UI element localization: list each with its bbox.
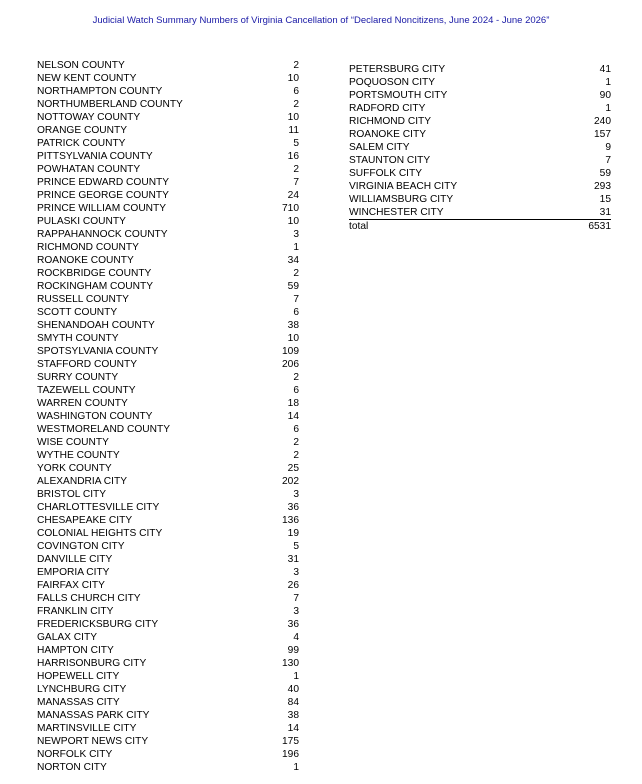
left-column-table — [37, 59, 299, 774]
cancellation-count: 15 — [599, 194, 611, 205]
jurisdiction-name: SMYTH COUNTY — [37, 333, 119, 344]
cancellation-count: 10 — [287, 216, 299, 227]
jurisdiction-name: ROANOKE CITY — [349, 129, 426, 140]
cancellation-count: 2 — [293, 450, 299, 461]
jurisdiction-name: WINCHESTER CITY — [349, 207, 444, 218]
table-row — [37, 709, 299, 722]
cancellation-count: 2 — [293, 60, 299, 71]
table-row — [37, 306, 299, 319]
cancellation-count: 4 — [293, 632, 299, 643]
cancellation-count: 1 — [293, 242, 299, 253]
jurisdiction-name: WASHINGTON COUNTY — [37, 411, 153, 422]
cancellation-count: 1 — [293, 762, 299, 773]
cancellation-count: 710 — [282, 203, 299, 214]
jurisdiction-name: ALEXANDRIA CITY — [37, 476, 128, 487]
jurisdiction-name: COVINGTON CITY — [37, 541, 125, 552]
table-row — [37, 137, 299, 150]
cancellation-count: 19 — [287, 528, 299, 539]
jurisdiction-name: SALEM CITY — [349, 142, 410, 153]
table-row — [37, 189, 299, 202]
cancellation-count: 34 — [287, 255, 299, 266]
jurisdiction-name: FREDERICKSBURG CITY — [37, 619, 159, 630]
jurisdiction-name: PATRICK COUNTY — [37, 138, 126, 149]
cancellation-count: 7 — [605, 155, 611, 166]
table-row — [37, 436, 299, 449]
jurisdiction-name: PRINCE GEORGE COUNTY — [37, 190, 169, 201]
table-row — [37, 631, 299, 644]
cancellation-count: 10 — [287, 333, 299, 344]
table-row — [37, 59, 299, 72]
cancellation-count: 196 — [282, 749, 299, 760]
table-row — [37, 670, 299, 683]
table-row — [349, 141, 611, 154]
table-row — [37, 566, 299, 579]
jurisdiction-name: NORTHUMBERLAND COUNTY — [37, 99, 183, 110]
cancellation-count: 31 — [287, 554, 299, 565]
jurisdiction-name: ORANGE COUNTY — [37, 125, 127, 136]
table-row — [37, 176, 299, 189]
table-row — [37, 475, 299, 488]
jurisdiction-name: LYNCHBURG CITY — [37, 684, 127, 695]
table-row — [37, 228, 299, 241]
jurisdiction-name: BRISTOL CITY — [37, 489, 107, 500]
cancellation-count: 1 — [605, 103, 611, 114]
cancellation-count: 7 — [293, 593, 299, 604]
jurisdiction-name: FRANKLIN CITY — [37, 606, 114, 617]
jurisdiction-name: FALLS CHURCH CITY — [37, 593, 141, 604]
table-row — [37, 332, 299, 345]
cancellation-count: 2 — [293, 99, 299, 110]
table-row — [37, 514, 299, 527]
table-row — [37, 540, 299, 553]
jurisdiction-name: RAPPAHANNOCK COUNTY — [37, 229, 168, 240]
table-row — [37, 735, 299, 748]
jurisdiction-name: WYTHE COUNTY — [37, 450, 120, 461]
jurisdiction-name: HARRISONBURG CITY — [37, 658, 147, 669]
table-row — [37, 592, 299, 605]
table-row — [37, 761, 299, 774]
jurisdiction-name: RICHMOND CITY — [349, 116, 432, 127]
cancellation-count: 11 — [288, 125, 299, 136]
jurisdiction-name: PULASKI COUNTY — [37, 216, 126, 227]
cancellation-count: 3 — [293, 606, 299, 617]
table-row — [37, 683, 299, 696]
jurisdiction-name: COLONIAL HEIGHTS CITY — [37, 528, 163, 539]
jurisdiction-name: WARREN COUNTY — [37, 398, 128, 409]
cancellation-count: 84 — [287, 697, 299, 708]
total-row — [349, 219, 611, 233]
cancellation-count: 14 — [287, 723, 299, 734]
table-row — [349, 89, 611, 102]
jurisdiction-name: WESTMORELAND COUNTY — [37, 424, 171, 435]
cancellation-count: 6 — [293, 307, 299, 318]
table-row — [37, 696, 299, 709]
cancellation-count: 7 — [293, 177, 299, 188]
table-row — [37, 722, 299, 735]
cancellation-count: 36 — [287, 619, 299, 630]
table-row — [349, 193, 611, 206]
document-title: Judicial Watch Summary Numbers of Virginia Cancellation of “Declared Noncitizens, June 2024 - June 2026” — [92, 15, 550, 26]
table-row — [37, 371, 299, 384]
table-row — [37, 85, 299, 98]
cancellation-count: 5 — [293, 541, 299, 552]
table-row — [37, 202, 299, 215]
jurisdiction-name: EMPORIA CITY — [37, 567, 110, 578]
jurisdiction-name: ROCKBRIDGE COUNTY — [37, 268, 152, 279]
table-row — [37, 644, 299, 657]
table-row — [37, 98, 299, 111]
jurisdiction-name: HOPEWELL CITY — [37, 671, 120, 682]
cancellation-count: 2 — [293, 372, 299, 383]
cancellation-count: 10 — [287, 112, 299, 123]
jurisdiction-name: CHARLOTTESVILLE CITY — [37, 502, 160, 513]
cancellation-count: 202 — [282, 476, 299, 487]
total-value: 6531 — [588, 221, 611, 232]
cancellation-count: 136 — [282, 515, 299, 526]
table-row — [37, 605, 299, 618]
table-row — [37, 150, 299, 163]
cancellation-count: 175 — [282, 736, 299, 747]
table-row — [349, 115, 611, 128]
table-row — [37, 748, 299, 761]
jurisdiction-name: CHESAPEAKE CITY — [37, 515, 133, 526]
table-row — [37, 618, 299, 631]
cancellation-count: 18 — [287, 398, 299, 409]
table-row — [37, 527, 299, 540]
table-row — [37, 488, 299, 501]
table-row — [37, 345, 299, 358]
cancellation-count: 90 — [599, 90, 611, 101]
cancellation-count: 41 — [599, 64, 611, 75]
jurisdiction-name: WISE COUNTY — [37, 437, 109, 448]
jurisdiction-name: NORFOLK CITY — [37, 749, 113, 760]
jurisdiction-name: ROCKINGHAM COUNTY — [37, 281, 154, 292]
cancellation-count: 36 — [287, 502, 299, 513]
jurisdiction-name: WILLIAMSBURG CITY — [349, 194, 454, 205]
jurisdiction-name: SPOTSYLVANIA COUNTY — [37, 346, 159, 357]
table-row — [349, 154, 611, 167]
cancellation-count: 26 — [287, 580, 299, 591]
jurisdiction-name: TAZEWELL COUNTY — [37, 385, 136, 396]
table-row — [37, 397, 299, 410]
jurisdiction-name: VIRGINIA BEACH CITY — [349, 181, 458, 192]
table-row — [37, 384, 299, 397]
cancellation-count: 24 — [287, 190, 299, 201]
cancellation-count: 5 — [293, 138, 299, 149]
jurisdiction-name: YORK COUNTY — [37, 463, 112, 474]
total-label: total — [349, 221, 369, 232]
cancellation-count: 6 — [293, 424, 299, 435]
cancellation-count: 59 — [287, 281, 299, 292]
cancellation-count: 40 — [287, 684, 299, 695]
table-row — [37, 241, 299, 254]
cancellation-count: 2 — [293, 164, 299, 175]
table-row — [349, 76, 611, 89]
jurisdiction-name: RUSSELL COUNTY — [37, 294, 129, 305]
cancellation-count: 59 — [599, 168, 611, 179]
jurisdiction-name: MARTINSVILLE CITY — [37, 723, 137, 734]
jurisdiction-name: ROANOKE COUNTY — [37, 255, 134, 266]
jurisdiction-name: NELSON COUNTY — [37, 60, 125, 71]
cancellation-count: 157 — [594, 129, 611, 140]
jurisdiction-name: POQUOSON CITY — [349, 77, 436, 88]
jurisdiction-name: SHENANDOAH COUNTY — [37, 320, 155, 331]
jurisdiction-name: SURRY COUNTY — [37, 372, 119, 383]
jurisdiction-name: GALAX CITY — [37, 632, 98, 643]
jurisdiction-name: PITTSYLVANIA COUNTY — [37, 151, 153, 162]
cancellation-count: 2 — [293, 437, 299, 448]
table-row — [349, 128, 611, 141]
cancellation-count: 25 — [287, 463, 299, 474]
table-row — [37, 215, 299, 228]
jurisdiction-name: RICHMOND COUNTY — [37, 242, 139, 253]
table-row — [37, 358, 299, 371]
cancellation-count: 2 — [293, 268, 299, 279]
table-row — [37, 163, 299, 176]
cancellation-count: 10 — [287, 73, 299, 84]
table-row — [349, 206, 611, 219]
jurisdiction-name: STAFFORD COUNTY — [37, 359, 137, 370]
cancellation-count: 38 — [287, 710, 299, 721]
jurisdiction-name: MANASSAS PARK CITY — [37, 710, 150, 721]
jurisdiction-name: PRINCE WILLIAM COUNTY — [37, 203, 167, 214]
jurisdiction-name: POWHATAN COUNTY — [37, 164, 141, 175]
table-row — [349, 63, 611, 76]
jurisdiction-name: PRINCE EDWARD COUNTY — [37, 177, 170, 188]
jurisdiction-name: FAIRFAX CITY — [37, 580, 105, 591]
table-row — [37, 72, 299, 85]
cancellation-count: 6 — [293, 86, 299, 97]
table-row — [349, 167, 611, 180]
cancellation-count: 6 — [293, 385, 299, 396]
table-row — [37, 423, 299, 436]
jurisdiction-name: NOTTOWAY COUNTY — [37, 112, 141, 123]
right-column-table — [349, 63, 611, 233]
table-row — [37, 501, 299, 514]
cancellation-count: 31 — [599, 207, 611, 218]
cancellation-count: 293 — [594, 181, 611, 192]
cancellation-count: 3 — [293, 567, 299, 578]
cancellation-count: 9 — [605, 142, 611, 153]
cancellation-count: 1 — [605, 77, 611, 88]
table-row — [37, 462, 299, 475]
jurisdiction-name: PORTSMOUTH CITY — [349, 90, 448, 101]
jurisdiction-name: NEW KENT COUNTY — [37, 73, 137, 84]
table-row — [37, 657, 299, 670]
cancellation-count: 206 — [282, 359, 299, 370]
cancellation-count: 14 — [287, 411, 299, 422]
table-row — [37, 267, 299, 280]
jurisdiction-name: NEWPORT NEWS CITY — [37, 736, 149, 747]
jurisdiction-name: STAUNTON CITY — [349, 155, 431, 166]
cancellation-count: 240 — [594, 116, 611, 127]
table-row — [37, 124, 299, 137]
table-row — [37, 553, 299, 566]
table-row — [37, 410, 299, 423]
table-row — [37, 319, 299, 332]
jurisdiction-name: SCOTT COUNTY — [37, 307, 118, 318]
table-row — [37, 579, 299, 592]
jurisdiction-name: HAMPTON CITY — [37, 645, 114, 656]
cancellation-count: 130 — [282, 658, 299, 669]
cancellation-count: 1 — [293, 671, 299, 682]
table-row — [37, 280, 299, 293]
cancellation-count: 109 — [282, 346, 299, 357]
cancellation-count: 38 — [287, 320, 299, 331]
jurisdiction-name: DANVILLE CITY — [37, 554, 113, 565]
jurisdiction-name: RADFORD CITY — [349, 103, 426, 114]
cancellation-count: 3 — [293, 229, 299, 240]
table-row — [37, 293, 299, 306]
cancellation-count: 7 — [293, 294, 299, 305]
jurisdiction-name: SUFFOLK CITY — [349, 168, 423, 179]
jurisdiction-name: PETERSBURG CITY — [349, 64, 446, 75]
table-row — [37, 254, 299, 267]
jurisdiction-name: NORTON CITY — [37, 762, 107, 773]
jurisdiction-name: NORTHAMPTON COUNTY — [37, 86, 163, 97]
table-row — [349, 180, 611, 193]
cancellation-count: 99 — [287, 645, 299, 656]
jurisdiction-name: MANASSAS CITY — [37, 697, 120, 708]
table-row — [349, 102, 611, 115]
cancellation-count: 3 — [293, 489, 299, 500]
table-row — [37, 449, 299, 462]
table-row — [37, 111, 299, 124]
cancellation-count: 16 — [287, 151, 299, 162]
